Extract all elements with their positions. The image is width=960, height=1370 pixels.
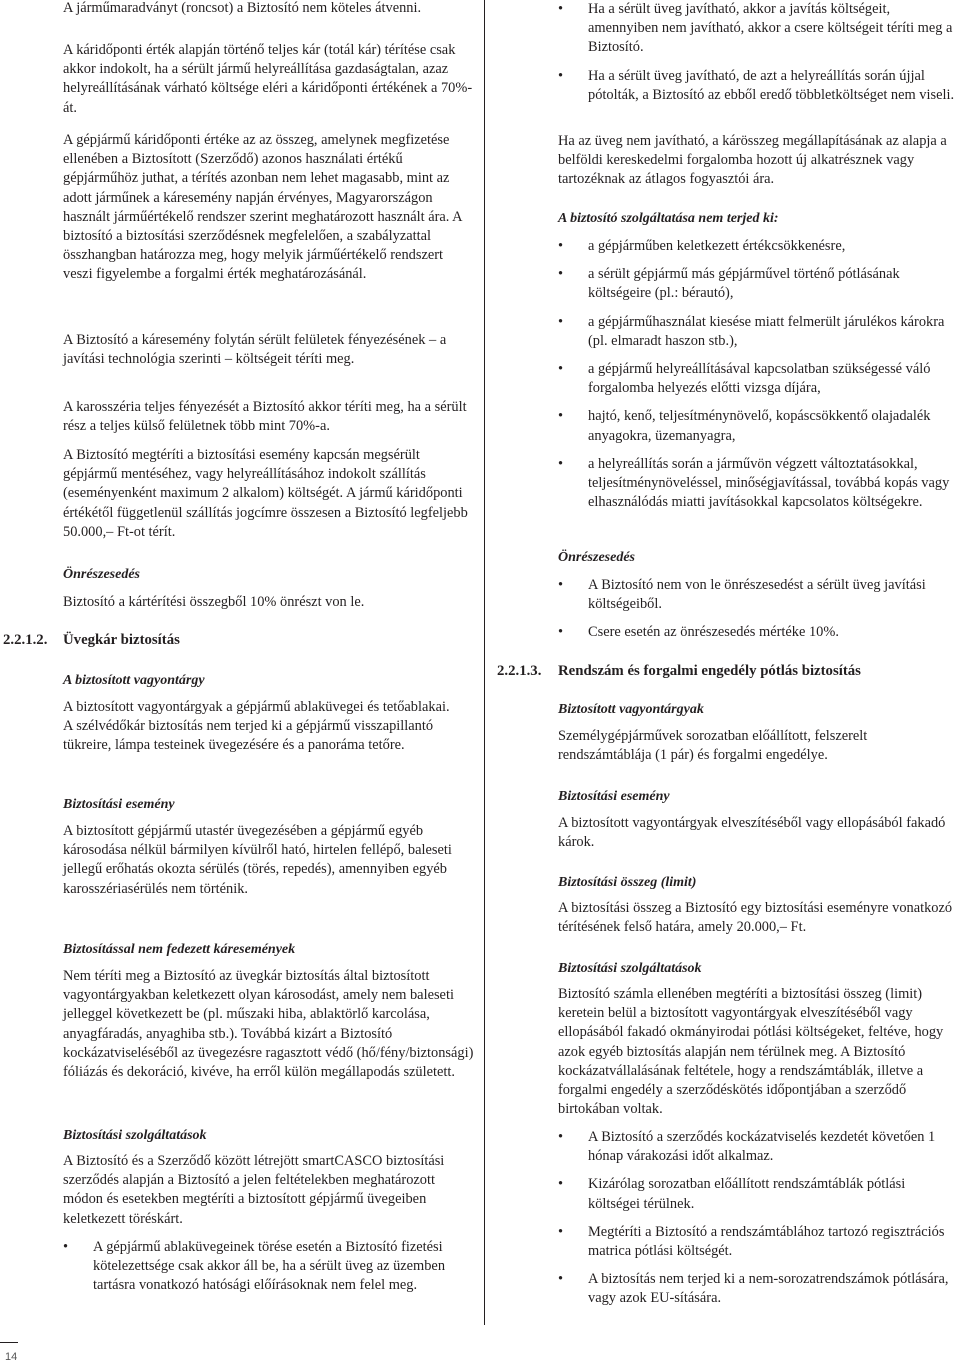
subheading: A biztosító szolgáltatása nem terjed ki:	[558, 211, 779, 226]
paragraph: Nem téríti meg a Biztosító az üvegkár biztosítás által biztosított vagyontárgyakban keletkezett olyan károsodást, amely nem baleseti jelleggel következett be (pl. műszaki hiba, ablaktörlő karcolása, anyagfáradás, anyaghiba stb.). Továbbá kizárt a Biztosító kockázatviseléséből az üvegezésre ragasztott védő (hő/fény/biztonsági) fóliázás és dekoráció, kivéve, ha erről külön megállapodás született.	[63, 968, 474, 1081]
list-item: • Megtéríti a Biztosító a rendszámtáblához tartozó regisztrációs matrica pótlási költségét.	[558, 1223, 958, 1261]
subheading: Önrészesedés	[558, 550, 635, 565]
list-item: • A Biztosító nem von le önrészesedést a sérült üveg javítási költségeiből.	[558, 576, 958, 614]
paragraph: A járműmaradványt (roncsot) a Biztosító nem köteles átvenni.	[63, 0, 422, 16]
column-divider	[484, 0, 485, 1325]
paragraph: Ha az üveg nem javítható, a kárösszeg megállapításának az alapja a belföldi kereskedelmi forgalomba hozott új alkatrésznek vagy tartozéknak az átlagos fogyasztói ára.	[558, 133, 947, 188]
paragraph: A Biztosító és a Szerződő között létrejött smartCASCO biztosítási szerződés alapján a Biztosító a jelen feltételekben meghatározott módon és esetekben megtéríti a biztosított gépjármű üvegeiben keletkezett töréskárt.	[63, 1153, 445, 1227]
page-number: 14	[5, 1351, 18, 1363]
subheading: Biztosítással nem fedezett káresemények	[63, 942, 296, 957]
list-item: • a gépjármű helyreállításával kapcsolatban szükségessé váló forgalomba helyezés előtti vizsga díjára,	[558, 360, 958, 398]
footer-rule	[0, 1342, 18, 1343]
bullet-list	[558, 1128, 958, 1309]
paragraph: A biztosított gépjármű utastér üvegezésében a gépjármű egyéb károsodása nélkül bármilyen kívülről ható, hirtelen fellépő, baleseti jellegű erőhatás okozta sérülés (törés, repedés), amennyiben egyéb karosszériasérülés nem történik.	[63, 823, 452, 897]
list-item: • Ha a sérült üveg javítható, de azt a helyreállítás során újjal pótolták, a Biztosító az ebből eredő többletköltséget nem viseli.	[558, 67, 958, 105]
list-item: • a gépjárműben keletkezett értékcsökkenésre,	[558, 237, 958, 256]
section-number: 2.2.1.2.	[3, 632, 48, 648]
list-item: • Ha a sérült üveg javítható, akkor a javítás költségeit, amennyiben nem javítható, akkor a csere költségeit téríti meg a Biztosító.	[558, 0, 958, 58]
subheading: Biztosítási szolgáltatások	[63, 1128, 207, 1143]
subheading: Biztosítási esemény	[63, 797, 175, 812]
list-item: • a helyreállítás során a járművön végzett változtatásokkal, teljesítménynöveléssel, minőségjavítással, továbbá kopás vagy elhasználódás miatti javításokkal kapcsolatos költségekre.	[558, 455, 958, 513]
paragraph: A karosszéria teljes fényezését a Biztosító akkor téríti meg, ha a sérült rész a teljes külső felületnek több mint 70%-a.	[63, 399, 467, 435]
subheading: Biztosítási összeg (limit)	[558, 875, 697, 890]
paragraph: A Biztosító a káresemény folytán sérült felületek fényezésének – a javítási technológia szerinti – költségeit téríti meg.	[63, 332, 447, 368]
bullet-list	[558, 0, 958, 105]
section-number: 2.2.1.3.	[497, 663, 542, 679]
list-item: • a gépjárműhasználat kiesése miatt felmerült járulékos károkra (pl. elmaradt haszon stb.),	[558, 313, 958, 351]
bullet-list	[63, 1238, 475, 1296]
bullet-list	[558, 576, 958, 643]
list-item: • A gépjármű ablaküvegeinek törése esetén a Biztosító fizetési kötelezettsége csak akkor áll be, ha a sérült üveg az üzemben tartásra vonatkozó hatósági előírásoknak nem felel meg.	[63, 1238, 475, 1296]
subheading: Biztosítási szolgáltatások	[558, 961, 702, 976]
paragraph: A biztosítási összeg a Biztosító egy biztosítási eseményre vonatkozó térítésének felső határa, amely 20.000,– Ft.	[558, 900, 953, 936]
subheading: Önrészesedés	[63, 567, 140, 582]
bullet-list	[558, 237, 958, 512]
paragraph: Biztosító a kártérítési összegből 10% önrészt von le.	[63, 594, 365, 610]
section-title: Üvegkár biztosítás	[63, 632, 180, 648]
list-item: • A biztosítás nem terjed ki a nem-sorozatrendszámok pótlására, vagy azok EU-sítására.	[558, 1270, 958, 1308]
paragraph: Biztosító számla ellenében megtéríti a biztosítási összeg (limit) keretein belül a biztosított vagyontárgyak elveszítéséből vagy ellopásából fakadó okmányirodai pótlási költségeket, feltéve, hogy azok egyéb biztosítás alapján nem térülnek meg. A Biztosító kockázatvállalásának feltétele, hogy a rendszámtáblák, illetve a forgalmi engedély a szerződéskötés időpontjában a szerződő birtokában voltak.	[558, 986, 944, 1118]
paragraph: A gépjármű káridőponti értéke az az összeg, amelynek megfizetése ellenében a Biztosított (Szerződő) azonos használati értékű gépjárműhöz juthat, a térítés azonban nem lehet magasabb, mint az adott járműnek a káresemény napján érvényes, Magyarországon használt járműértékelő rendszer szerint meghatározott használt ára. A biztosító a biztosítási szerződésnek megfelelően, a szabályzattal összhangban határozza meg, hogy melyik járműértékelő rendszert veszi figyelembe a forgalmi érték meghatározásánál.	[63, 132, 462, 283]
subheading: Biztosított vagyontárgyak	[558, 702, 704, 717]
list-item: • Csere esetén az önrészesedés mértéke 10%.	[558, 623, 958, 642]
subheading: Biztosítási esemény	[558, 789, 670, 804]
section-title: Rendszám és forgalmi engedély pótlás biztosítás	[558, 663, 861, 679]
list-item: • A Biztosító a szerződés kockázatviselés kezdetét követően 1 hónap várakozási időt alkalmaz.	[558, 1128, 958, 1166]
subheading: A biztosított vagyontárgy	[63, 673, 205, 688]
paragraph: Személygépjárművek sorozatban előállított, felszerelt rendszámtáblája (1 pár) és forgalmi engedélye.	[558, 728, 868, 764]
list-item: • hajtó, kenő, teljesítménynövelő, kopáscsökkentő olajadalék anyagokra, üzemanyagra,	[558, 407, 958, 445]
paragraph: A biztosított vagyontárgyak elveszítéséből vagy ellopásából fakadó károk.	[558, 815, 946, 851]
paragraph: A káridőponti érték alapján történő teljes kár (totál kár) térítése csak akkor indokolt, ha a sérült jármű helyreállítása gazdaságtalan, azaz helyreállításának várható költsége eléri a káridőponti értékének a 70%-át.	[63, 42, 473, 116]
paragraph: A biztosított vagyontárgyak a gépjármű ablaküvegei és tetőablakai. A szélvédőkár biztosítás nem terjed ki a gépjármű visszapillantó tükreire, lámpa testeinek üvegezésére és a panoráma tetőre.	[63, 699, 450, 754]
list-item: • Kizárólag sorozatban előállított rendszámtáblák pótlási költségei térülnek.	[558, 1175, 958, 1213]
paragraph: A Biztosító megtéríti a biztosítási esemény kapcsán megsérült gépjármű mentéséhez, vagy helyreállításához indokolt szállítás (eseményenként maximum 2 alkalom) költségét. A jármű káridőponti értékétől függetlenül szállítás jogcímre összesen a Biztosító legfeljebb 50.000,– Ft-ot térít.	[63, 447, 468, 540]
list-item: • a sérült gépjármű más gépjárművel történő pótlásának költségeire (pl.: bérautó),	[558, 265, 958, 303]
